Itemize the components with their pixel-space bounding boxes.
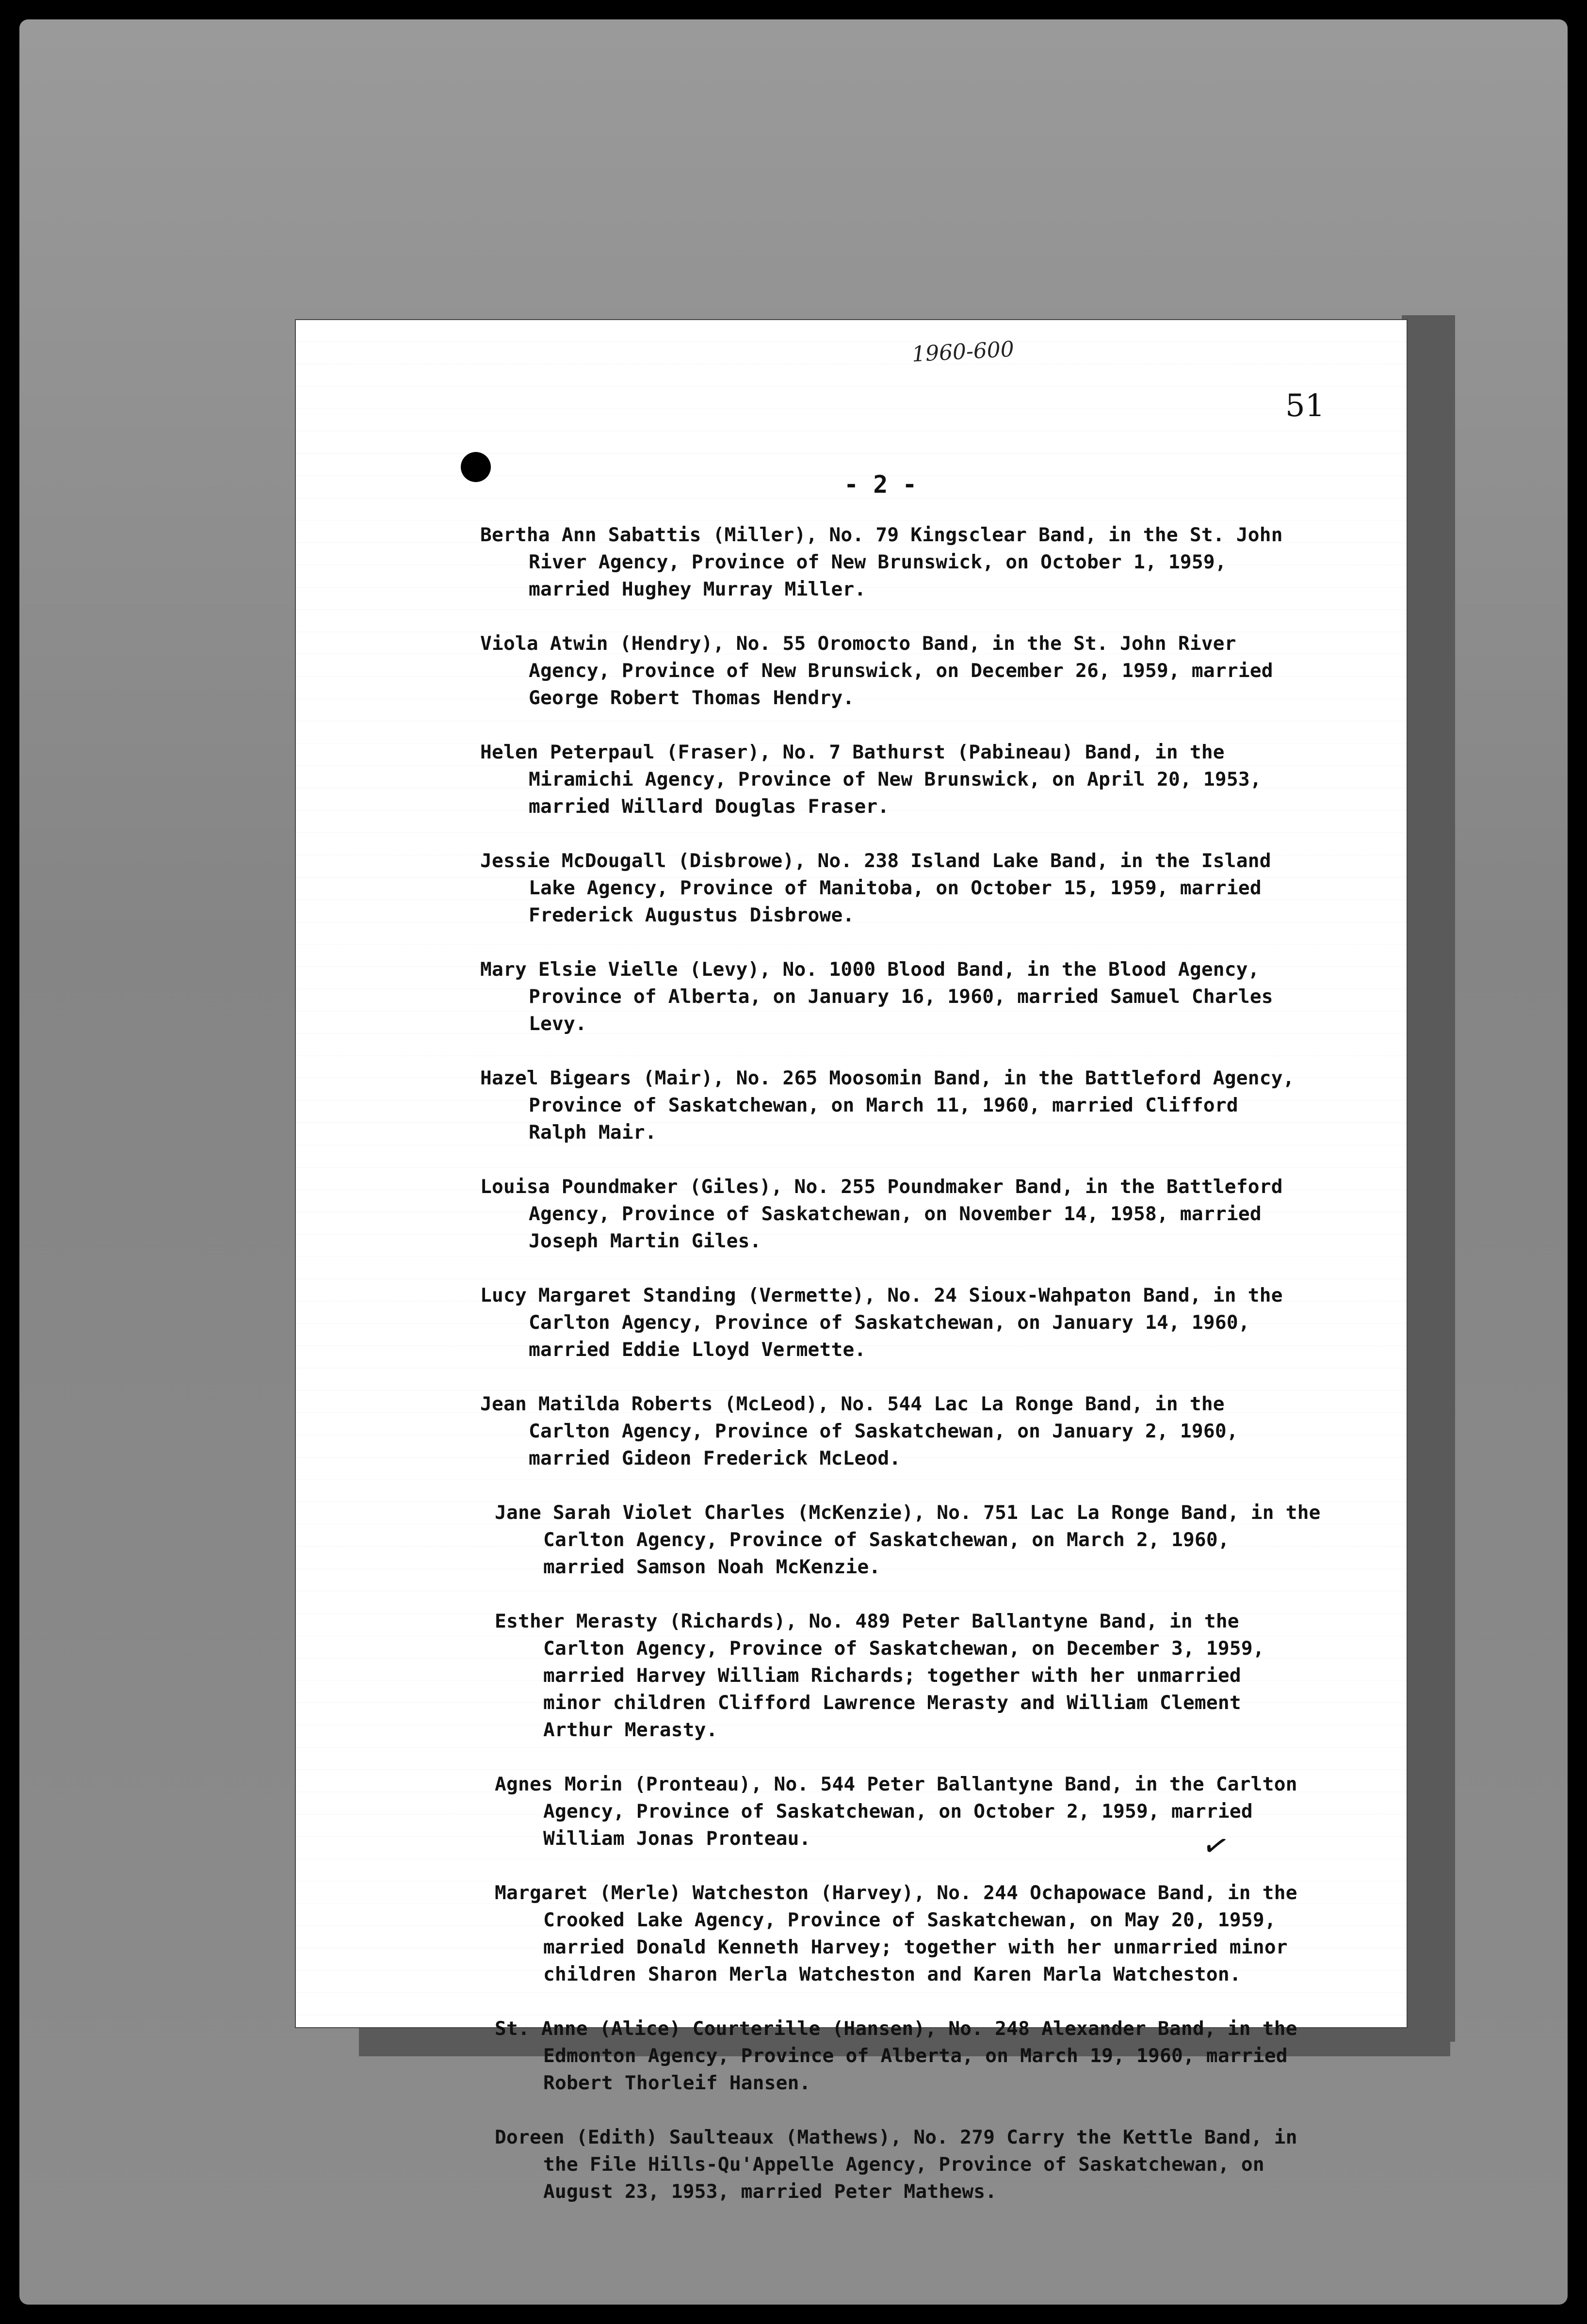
page-number: 51 [1285, 388, 1325, 424]
microfilm-frame [19, 19, 1568, 2305]
entry: Hazel Bigears (Mair), No. 265 Moosomin Band, in the Battleford Agency, Province of Saskatchewan, on March 11, 1960, married Clifford Ralph Mair. [480, 1067, 1295, 1144]
entry: Helen Peterpaul (Fraser), No. 7 Bathurst (Pabineau) Band, in the Miramichi Agency, Province of New Brunswick, on April 20, 1953, married Willard Douglas Fraser. [480, 741, 1262, 818]
entry: Esther Merasty (Richards), No. 489 Peter Ballantyne Band, in the Carlton Agency, Province of Saskatchewan, on December 3, 1959, married Harvey William Richards; together with her unmarried minor children Clifford Lawrence Merasty and William Clement Arthur Merasty. [495, 1610, 1264, 1741]
entry: Jane Sarah Violet Charles (McKenzie), No. 751 Lac La Ronge Band, in the Carlton Agency, Province of Saskatchewan, on March 2, 1960, married Samson Noah McKenzie. [495, 1501, 1321, 1578]
entry: Jessie McDougall (Disbrowe), No. 238 Island Lake Band, in the Island Lake Agency, Province of Manitoba, on October 15, 1959, married Frederick Augustus Disbrowe. [480, 850, 1271, 926]
page-marker: - 2 - [844, 470, 917, 499]
entry: Viola Atwin (Hendry), No. 55 Oromocto Band, in the St. John River Agency, Province of New Brunswick, on December 26, 1959, married George Robert Thomas Hendry. [480, 632, 1273, 709]
entry: Margaret (Merle) Watcheston (Harvey), No. 244 Ochapowace Band, in the Crooked Lake Agency, Province of Saskatchewan, on May 20, 1959, married Donald Kenneth Harvey; together with her unmarried minor children Sharon Merla Watcheston and Karen Marla Watcheston. [495, 1882, 1297, 1985]
entry: Bertha Ann Sabattis (Miller), No. 79 Kingsclear Band, in the St. John River Agency, Province of New Brunswick, on October 1, 1959, married Hughey Murray Miller. [480, 524, 1283, 600]
pen-mark-icon: ✓ [1198, 1825, 1233, 1867]
punch-hole-icon [461, 452, 491, 482]
entry: Jean Matilda Roberts (McLeod), No. 544 Lac La Ronge Band, in the Carlton Agency, Province of Saskatchewan, on January 2, 1960, married Gideon Frederick McLeod. [480, 1393, 1238, 1469]
entry-list [480, 521, 1353, 2232]
entry: Doreen (Edith) Saulteaux (Mathews), No. 279 Carry the Kettle Band, in the File Hills-Qu'Appelle Agency, Province of Saskatchewan, on August 23, 1953, married Peter Mathews. [495, 2126, 1297, 2203]
entry: Lucy Margaret Standing (Vermette), No. 24 Sioux-Wahpaton Band, in the Carlton Agency, Province of Saskatchewan, on January 14, 1960, married Eddie Lloyd Vermette. [480, 1284, 1283, 1361]
page-shadow [1402, 315, 1455, 2042]
entry: Agnes Morin (Pronteau), No. 544 Peter Ballantyne Band, in the Carlton Agency, Province of Saskatchewan, on October 2, 1959, married William Jonas Pronteau. [495, 1773, 1297, 1850]
entry: Louisa Poundmaker (Giles), No. 255 Poundmaker Band, in the Battleford Agency, Province of Saskatchewan, on November 14, 1958, married Joseph Martin Giles. [480, 1176, 1283, 1252]
document-page [296, 320, 1407, 2203]
entry: Mary Elsie Vielle (Levy), No. 1000 Blood Band, in the Blood Agency, Province of Alberta, on January 16, 1960, married Samuel Charles Levy. [480, 958, 1273, 1035]
entry: St. Anne (Alice) Courterille (Hansen), No. 248 Alexander Band, in the Edmonton Agency, Province of Alberta, on March 19, 1960, married Robert Thorleif Hansen. [495, 2017, 1297, 2094]
handwritten-note: 1960-600 [911, 337, 1015, 367]
